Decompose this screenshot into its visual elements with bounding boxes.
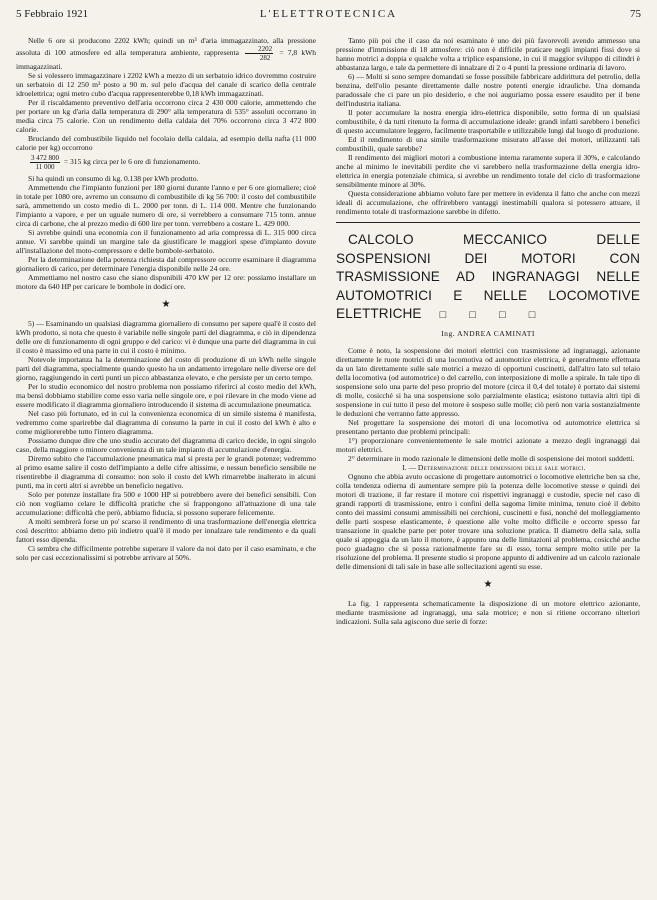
section-heading: I. — Determinazione delle dimensioni delle sale motrici. [402, 462, 586, 472]
journal-title: L'ELETTROTECNICA [259, 8, 398, 20]
paragraph: Tanto più poi che il caso da noi esaminato è uno dei più favorevoli avendo ammesso una pressione d'immissione di 18 atmosfere: ciò non è difficile praticare negli impianti fissi dove si hanno motrici a doppia e qualche volta a triplice espansione, in cui il maggior sviluppo di cilindri è abbastanza largo, e tale da permettere di innalzare di 2 o 4 punti la pressione ordinaria di lavoro. [336, 36, 640, 72]
fraction: $\frac{2202}{282}$ [245, 45, 273, 62]
paragraph: Ammettendo che l'impianto funzioni per 180 giorni durante l'anno e per 6 ore giornaliere; cioè in totale per 1080 ore, avremo un consumo di combustibile di kg 56 700: il costo del combustibile sarà, ammettendo un costo medio di L. 2000 per tonn. di L. 114 000. Mentre che funzionando l'impianto a vapore, e per un uguale numero di ore, si verrebbero a consumare 715 tonn. annue circa di carbone, che al prezzo medio di 600 lire per tonn. verrebbero a costare L. 429 000. [16, 183, 316, 228]
article-author: Ing. ANDREA CAMINATI [441, 328, 535, 338]
paragraph: La fig. 1 rappresenta schematicamente la disposizione di un motore elettrico azionante, mediante trasmissione ad ingranaggi, una sala motrice; e non si ritiene occorrano ulteriori indicazioni. Sulla sala agiscono due serie di forze: [336, 598, 640, 626]
paragraph: Ammettiamo nel nostro caso che siano disponibili 470 kW per 12 ore: possiamo installare un motore da 640 HP per caricare le bombole in dodici ore. [16, 273, 316, 291]
paragraph: Ognuno che abbia avuto occasione di progettare automotrici o locomotive elettriche ben sa che, colla tendenza odierna di aumentare sempre più la potenza delle locomotive stesse e quindi dei motori di trazione, il far restare il motore coi rispettivi ingranaggi e custodie, specie nel caso di grandi rapporti di trasmissione, entro i confini della sagoma limite minima, tenuto cioè il debito conto dei massimi consumi ammissibili nei cerchioni, cuscinetti e fusi, nonché del molleggiamento delle parti sospese elasticamente, è questione alle volte molto difficile e occorre spesso far transazione in qualche parte per poter trovare una soluzione pratica. Il diametro della sala, sulla quale si appoggia da un lato il motore, è appunto una delle limitazioni al problema, cosicché anche poco guadagno che si possa razionalmente fare su di esso, torna sempre molto utile per la risoluzione del problema. Il presente studio si propone appunto di addivenire ad un calcolo razionale delle dimensioni di tali sale in base alle sollecitazioni agenti su esse. [336, 471, 640, 571]
paragraph: A molti sembrerà forse un po' scarso il rendimento di una trasformazione dell'energia elettrica così descritto: abbiamo detto più indietro qual'è il modo per innalzare tale rendimento e da quali fattori esso dipenda. [16, 517, 316, 544]
issue-date: 5 Febbraio 1921 [16, 8, 89, 20]
paragraph: Se si volessero immagazzinare i 2202 kWh a mezzo di un serbatoio idrico dovremmo costruire un serbatoio di 12 250 m³ posto a 90 m. sul pelo d'acqua del canale di scarico della centrale idroelettrica; ogni metro cubo d'acqua rappresenterebbe 0,18 kWh immagazzinati. [16, 71, 316, 98]
paragraph: Si ha quindi un consumo di kg. 0.138 per kWh prodotto. [28, 174, 199, 183]
paragraph: 2° determinare in modo razionale le dimensioni delle molle di sospensione dei motori suddetti. [348, 453, 635, 463]
section-star-icon: ★ [483, 578, 493, 590]
paragraph: Notevole importanza ha la determinazione del costo di produzione di un kWh nelle singole parti del diagramma, specialmente quando questo ha un andamento irregolare nelle diverse ore del giorno, raggiungendo in certi punti un picco abbastanza elevato, e che persiste per un certo tempo. [16, 355, 316, 382]
equation: $\frac{3 472 800}{11 000}$ = 315 kg circa per le 6 ore di funzionamento. [31, 154, 201, 171]
left-column [16, 36, 316, 562]
paragraph: 1°) proporzionare convenientemente le sale motrici azionate a mezzo degli ingranaggi dai motori elettrici. [336, 435, 640, 454]
paragraph: Come è noto, la sospensione dei motori elettrici con trasmissione ad ingranaggi, azionante direttamente le ruote motrici di una locomotiva od automotrice elettrica, è generalmente effettuata da un lato direttamente sulle sale motrici a mezzo di opportuni cuscinetti, dall'altro lato sul telaio della locomotiva (od automotrice) o del carrello, con interposizione di molle a spirale. In tale tipo di sospensione solo una parte del peso proprio del motore (circa il 0,4 del totale) è portato dai sistemi di molle, cosicché si ha una sospensione solo parzialmente elastica; esistono tuttavia altri tipi di sospensione in cui tutto il peso del motore è sospeso sulle molle; ciò però non varia sostanzialmente le deduzioni che verranno fatte appresso. [336, 345, 640, 418]
paragraph: Questa considerazione abbiamo voluto fare per mettere in evidenza il fatto che anche con mezzi ideali di accumulazione, che offrirebbero vantaggi inestimabili qualora si potessero attuare, il rendimento totale di trasformazione sarebbe in difetto. [336, 189, 640, 216]
paragraph: Ed il rendimento di una simile trasformazione misurato all'asse dei motori, utilizzanti tali combustibili, quale sarebbe? [336, 135, 640, 153]
page-header [16, 8, 641, 26]
paragraph: Diremo subito che l'accumulazione pneumatica mal si presta per le grandi potenze; vedremmo al primo esame salire il costo dell'impianto a delle cifre altissime, e nessun beneficio sensibile ne risentirebbe il diagramma di consumo: non solo il costo del kWh rimarrebbe inalterato in alcuni punti, ma in certi altri si avrebbe un beneficio negativo. [16, 454, 316, 490]
divider [336, 222, 640, 223]
paragraph: Solo per potenze installate fra 500 e 1000 HP si potrebbero avere dei benefici sensibili. Con ciò non vogliamo celare le difficoltà pratiche che si frappongono all'attuazione di una tale accumulazione: difficoltà che però, abbiamo fiducia, si possono superare felicemente. [16, 490, 316, 517]
paragraph: Ci sembra che difficilmente potrebbe superare il valore da noi dato per il caso esaminato, e che solo per casi eccezionalissimi si potrebbe arrivare al 50%. [16, 544, 316, 562]
article-title: CALCOLO MECCANICO DELLE SOSPENSIONI DEI MOTORI CON TRASMISSIONE AD INGRANAGGI NELLE AUTOMOTRICI E NELLE LOCOMOTIVE ELETTRICHE □ □ □ □ [336, 231, 640, 325]
paragraph: Possiamo dunque dire che uno studio accurato del diagramma di carico decide, in ogni singolo caso, della maggiore o minore convenienza di un tale impianto di accumulazione d'energia. [16, 436, 316, 454]
paragraph: Nelle 6 ore si producono 2202 kWh; quindi un m³ d'aria immagazzinato, alla pressione assoluta di 100 atmosfere ed alla temperatura ambiente, rappresenta $\frac{2202}{282}$ = 7,8 kWh immagazzinati. [16, 36, 317, 71]
ornament-boxes: □ □ □ □ [439, 309, 546, 321]
paragraph: Si avrebbe quindi una economia con il funzionamento ad aria compressa di L. 315 000 circa annue. Vi sarebbe quindi un margine tale da giustificare le maggiori spese d'impianto dovute all'installazione del moto-compressore e delle bombole-serbatoio. [16, 228, 316, 255]
paragraph: Il rendimento dei migliori motori a combustione interna raramente supera il 30%, e calcolando anche al minimo le inevitabili perdite che vi sarebbero nella trasformazione della energia idro-elettrica in energia potenziale chimica, si avrebbe un rendimento totale del ciclo di trasformazione sensibilmente minore al 30%. [336, 153, 640, 189]
right-column [336, 36, 640, 626]
paragraph: Nel caso più fortunato, ed in cui la convenienza economica di un simile sistema è manifesta, vedremmo come sparirebbe dal diagramma di consumo la parte in cui il costo del kWh è alto e come migliorerebbe tutto l'intero diagramma. [16, 409, 316, 436]
paragraph: Per il riscaldamento preventivo dell'aria occorrono circa 2 430 000 calorie, ammettendo che per portare un kg d'aria dalla temperatura di 290° alla temperatura di 535° assoluti occorrano in media circa 75 calorie. Con un rendimento della caldaia del 70% occorrono circa 3 472 800 calorie. [16, 98, 316, 134]
paragraph: Per la determinazione della potenza richiesta dal compressore occorre esaminare il diagramma giornaliero di carico, per determinare l'energia disponibile nelle 24 ore. [16, 255, 316, 273]
paragraph: Nel progettare la sospensione dei motori di una locomotiva od automotrice elettrica si presentano pertanto due problemi principali: [336, 417, 640, 436]
paragraph: Bruciando del combustibile liquido nel focolaio della caldaia, ad esempio della nafta (11 000 calorie per kg) occorrono [16, 134, 316, 152]
paragraph: 5) — Esaminando un qualsiasi diagramma giornaliero di consumo per sapere qual'è il costo del kWh prodotto, si nota che questo è variabile nelle singole parti del diagramma, e ciò in dipendenza delle ore di funzionamento di ogni gruppo e del carico: vi è dunque una parte del diagramma in cui il costo è massimo ed una parte in cui il costo è minimo. [16, 319, 316, 355]
paragraph: 6) — Molti si sono sempre domandati se fosse possibile fabbricare addirittura del petrolio, della benzina, dell'olio pesante direttamente dalle nostre potenti energie idrauliche. Una domanda paradossale che ci pare un pio desiderio, e che noi auguriamo possa essere esaudito per il bene dell'industria italiana. [336, 72, 640, 108]
paragraph: Il poter accumulare la nostra energia idro-elettrica disponibile, sotto forma di un qualsiasi combustibile, è da tutti ritenuto la forma di accumulazione ideale: grandi infatti sarebbero i benefici di questo accumulatore leggero, facilmente trasportabile e utilizzabile lungi dal luogo di produzione. [336, 108, 640, 135]
section-star-icon: ★ [161, 299, 171, 310]
paragraph: Per lo studio economico del nostro problema non possiamo riferirci al costo medio del kWh, ma bensì dobbiamo stabilire come esso varia nelle singole ore, e poi rilevare in che modo viene ad essere modificato il diagramma giornaliero introducendo il sistema di accumulazione pneumatica. [16, 382, 316, 409]
page-number: 75 [630, 8, 641, 20]
